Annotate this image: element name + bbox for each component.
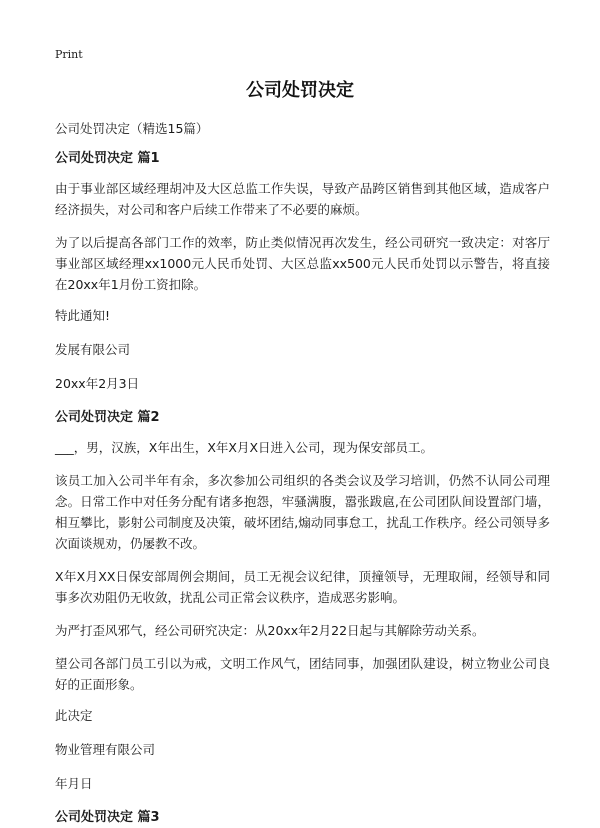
paragraph: 望公司各部门员工引以为戒，文明工作风气，团结同事，加强团队建设，树立物业公司良好的正面形象。 <box>55 656 550 692</box>
paragraph: 该员工加入公司半年有余，多次参加公司组织的各类会议及学习培训，仍然不认同公司理念。日常工作中对任务分配有诸多抱怨，牢骚满腹，嚣张跋扈,在公司团队间设置部门墙，相互攀比，影射公司制度及决策，破坏团结,煽动同事怠工，扰乱工作秩序。经公司领导多次面谈规劝，仍屡教不改。 <box>55 473 550 551</box>
section-heading: 公司处罚决定 篇2 <box>55 410 160 425</box>
notice-line: 特此通知! <box>55 308 111 323</box>
section-1 <box>55 150 550 393</box>
section-3 <box>55 809 550 827</box>
paragraph: X年X月XX日保安部周例会期间，员工无视会议纪律，顶撞领导，无理取闹，经领导和同事多次劝阻仍无收敛，扰乱公司正常会议秩序，造成恶劣影响。 <box>55 569 550 605</box>
section-heading: 公司处罚决定 篇3 <box>55 810 160 825</box>
paragraph: ___，男，汉族，X年出生，X年X月X日进入公司，现为保安部员工。 <box>55 440 434 455</box>
section-2 <box>55 409 550 793</box>
print-link[interactable]: Print <box>55 48 83 61</box>
paragraph: 为了以后提高各部门工作的效率，防止类似情况再次发生，经公司研究一致决定：对客厅事业部区域经理xx1000元人民币处罚、大区总监xx500元人民币处罚以示警告，将直接在20xx年1月份工资扣除。 <box>55 235 550 292</box>
document-subtitle: 公司处罚决定（精选15篇） <box>55 121 209 136</box>
decision-line: 此决定 <box>55 708 93 723</box>
section-heading: 公司处罚决定 篇1 <box>55 151 160 166</box>
paragraph: 为严打歪风邪气，经公司研究决定：从20xx年2月22日起与其解除劳动关系。 <box>55 623 485 638</box>
company-name: 发展有限公司 <box>55 342 131 357</box>
document-body <box>55 120 550 828</box>
date-line: 20xx年2月3日 <box>55 376 140 391</box>
company-name: 物业管理有限公司 <box>55 742 156 757</box>
document-title: 公司处罚决定 <box>246 80 354 101</box>
date-line: 年月日 <box>55 776 93 791</box>
paragraph: 由于事业部区域经理胡冲及大区总监工作失误，导致产品跨区销售到其他区域，造成客户经济损失，对公司和客户后续工作带来了不必要的麻烦。 <box>55 181 550 217</box>
